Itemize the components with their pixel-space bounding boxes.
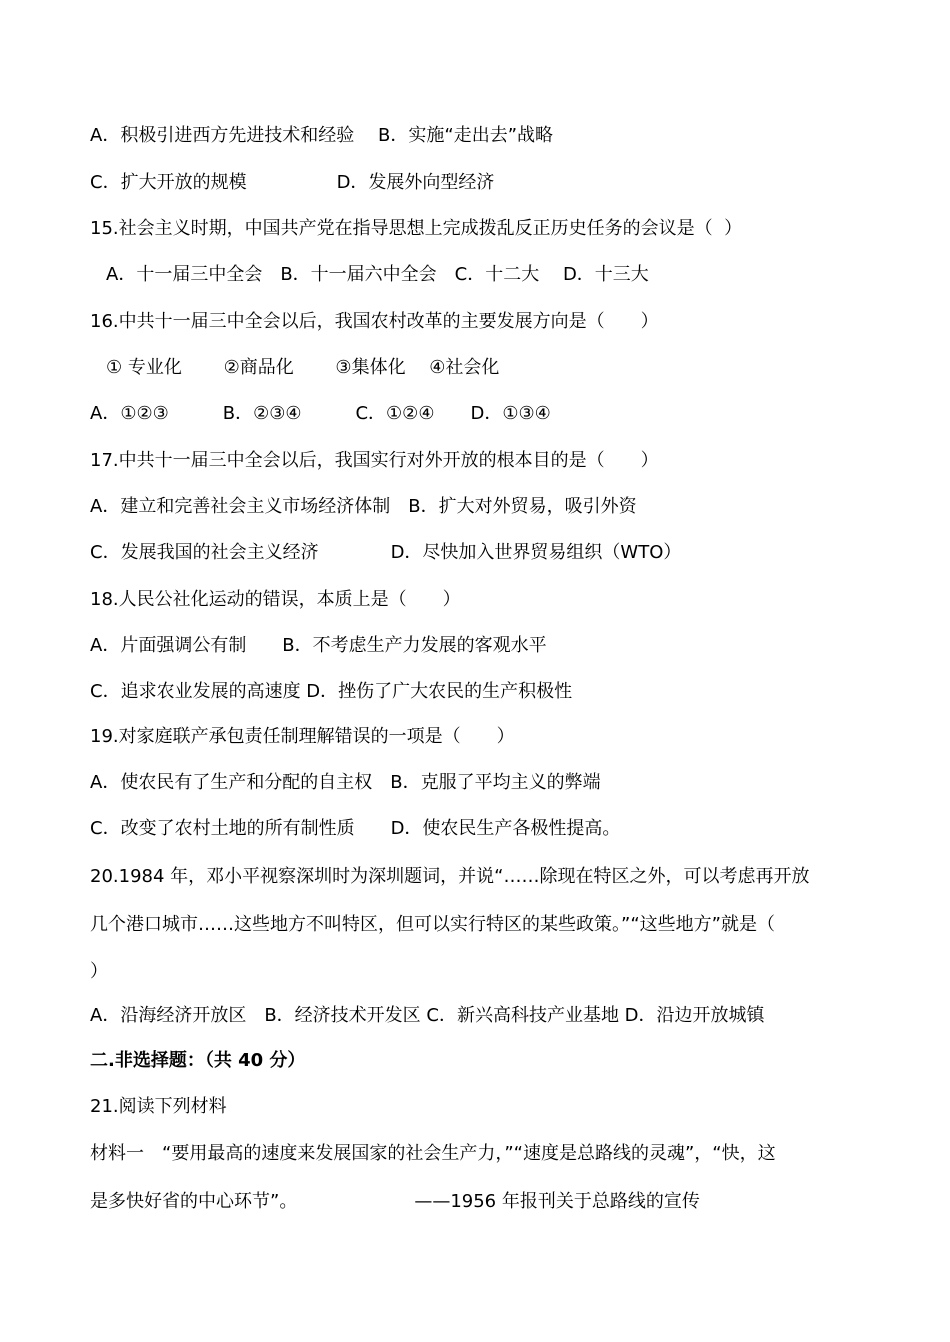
q18-stem: 18.人民公社化运动的错误，本质上是（ ） <box>90 589 461 610</box>
q21-stem: 21.阅读下列材料 <box>90 1096 227 1117</box>
q14-options-cd: C．扩大开放的规模 D．发展外向型经济 <box>90 172 495 193</box>
q19-options-ab: A．使农民有了生产和分配的自主权 B．克服了平均主义的弊端 <box>90 772 601 793</box>
material-one-line1: 材料一 “要用最高的速度来发展国家的社会生产力，”“速度是总路线的灵魂”，“快，这 <box>90 1143 776 1164</box>
section-heading: 二.非选择题：（共 40 分） <box>90 1050 306 1071</box>
q16-items: ① 专业化 ②商品化 ③集体化 ④社会化 <box>106 357 500 378</box>
q19-options-cd: C．改变了农村土地的所有制性质 D．使农民生产各极性提高。 <box>90 818 621 839</box>
q14-options-ab: A．积极引进西方先进技术和经验 B．实施“走出去”战略 <box>90 125 554 146</box>
q16-stem: 16.中共十一届三中全会以后，我国农村改革的主要发展方向是（ ） <box>90 311 659 332</box>
q20-stem-line2: 几个港口城市……这些地方不叫特区，但可以实行特区的某些政策。”“这些地方”就是（ <box>90 914 775 935</box>
q15-options: A．十一届三中全会 B．十一届六中全会 C．十二大 D．十三大 <box>106 264 649 285</box>
q17-options-cd: C．发展我国的社会主义经济 D．尽快加入世界贸易组织（WTO） <box>90 542 682 563</box>
q19-stem: 19.对家庭联产承包责任制理解错误的一项是（ ） <box>90 726 515 747</box>
q16-options: A．①②③ B．②③④ C．①②④ D．①③④ <box>90 403 551 424</box>
material-one-line2: 是多快好省的中心环节”。 ——1956 年报刊关于总路线的宣传 <box>90 1191 700 1212</box>
q15-stem: 15.社会主义时期，中国共产党在指导思想上完成拨乱反正历史任务的会议是（ ） <box>90 218 743 239</box>
q18-options-ab: A．片面强调公有制 B．不考虑生产力发展的客观水平 <box>90 635 547 656</box>
q20-options: A．沿海经济开放区 B．经济技术开发区 C．新兴高科技产业基地 D．沿边开放城镇 <box>90 1005 765 1026</box>
q17-options-ab: A．建立和完善社会主义市场经济体制 B．扩大对外贸易，吸引外资 <box>90 496 637 517</box>
q20-stem-line3: ） <box>90 961 108 982</box>
q17-stem: 17.中共十一届三中全会以后，我国实行对外开放的根本目的是（ ） <box>90 450 659 471</box>
q18-options-cd: C．追求农业发展的高速度 D．挫伤了广大农民的生产积极性 <box>90 681 573 702</box>
q20-stem-line1: 20.1984 年，邓小平视察深圳时为深圳题词，并说“……除现在特区之外，可以考虑再开放 <box>90 866 810 887</box>
